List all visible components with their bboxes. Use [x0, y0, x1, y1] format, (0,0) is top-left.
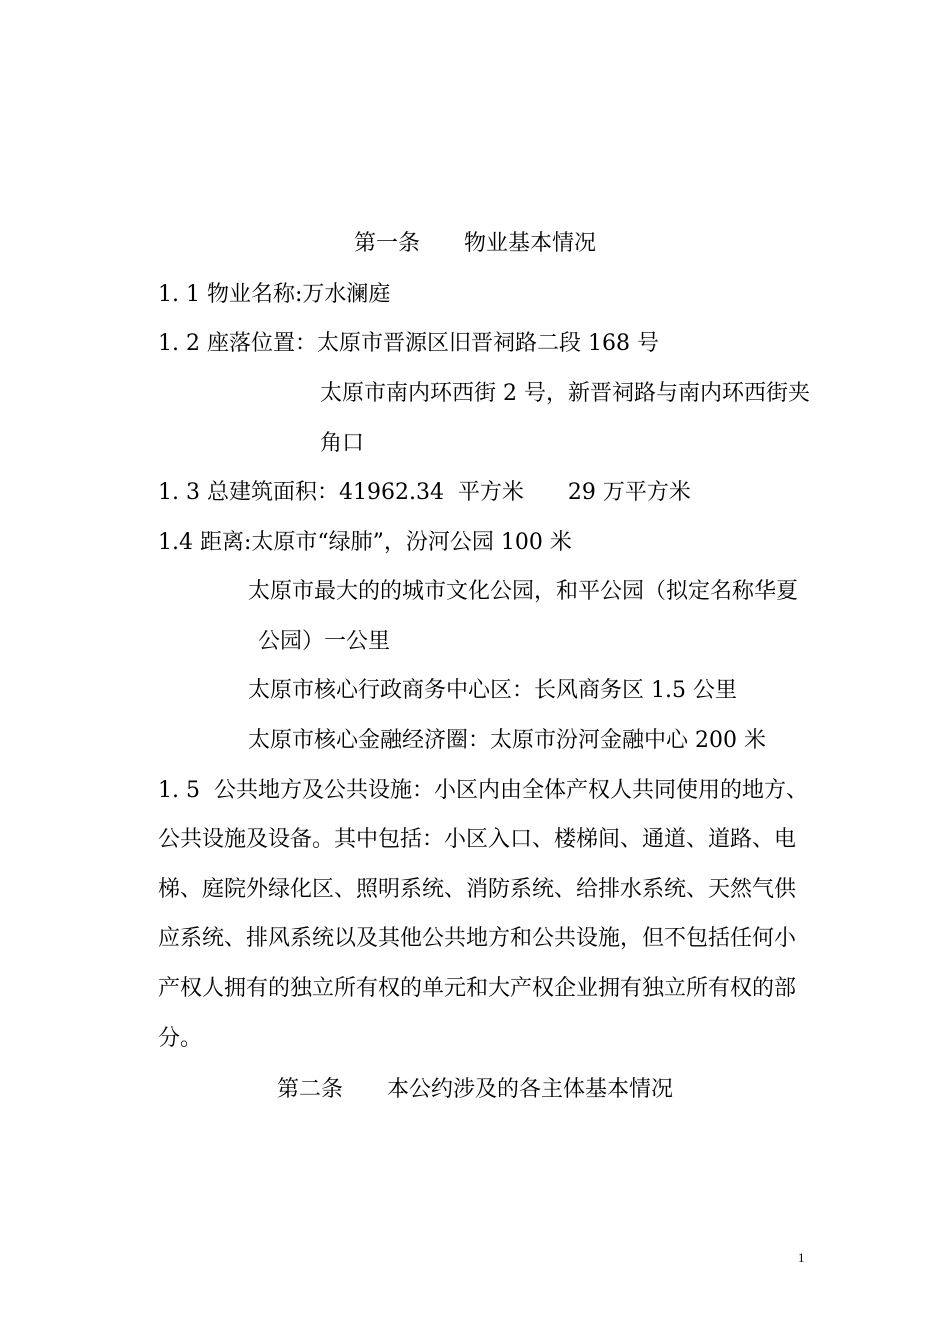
section-heading-1: 第一条 物业基本情况: [353, 231, 596, 256]
item-facilities-line-1: 1. 5 公共地方及公共设施：小区内由全体产权人共同使用的地方、: [158, 778, 808, 803]
item-area: 1. 3 总建筑面积：41962.34 平方米 29 万平方米: [158, 480, 691, 505]
item-facilities-line-6: 分。: [158, 1026, 203, 1051]
item-facilities-line-5: 产权人拥有的独立所有权的单元和大产权企业拥有独立所有权的部: [158, 976, 797, 1001]
item-distance-cont-1: 太原市最大的的城市文化公园，和平公园（拟定名称华夏: [248, 579, 799, 604]
item-property-name: 1. 1 物业名称:万水澜庭: [158, 282, 391, 307]
item-location: 1. 2 座落位置：太原市晋源区旧晋祠路二段 168 号: [158, 331, 659, 356]
item-facilities-line-2: 公共设施及设备。其中包括：小区入口、楼梯间、通道、道路、电: [158, 827, 797, 852]
item-distance-cont-2: 公园）一公里: [258, 629, 391, 654]
page-number: 1: [798, 1250, 805, 1265]
item-location-cont-1: 太原市南内环西街 2 号，新晋祠路与南内环西街夹: [320, 381, 810, 406]
item-distance-cont-3: 太原市核心行政商务中心区：长风商务区 1.5 公里: [248, 678, 737, 703]
item-facilities-line-4: 应系统、排风系统以及其他公共地方和公共设施，但不包括任何小: [158, 926, 797, 951]
item-distance: 1.4 距离:太原市“绿肺”，汾河公园 100 米: [158, 530, 572, 555]
item-distance-cont-4: 太原市核心金融经济圈：太原市汾河金融中心 200 米: [248, 728, 766, 753]
item-facilities-line-3: 梯、庭院外绿化区、照明系统、消防系统、给排水系统、天然气供: [158, 877, 797, 902]
section-heading-2: 第二条 本公约涉及的各主体基本情况: [276, 1077, 673, 1102]
item-location-cont-2: 角口: [320, 431, 365, 456]
